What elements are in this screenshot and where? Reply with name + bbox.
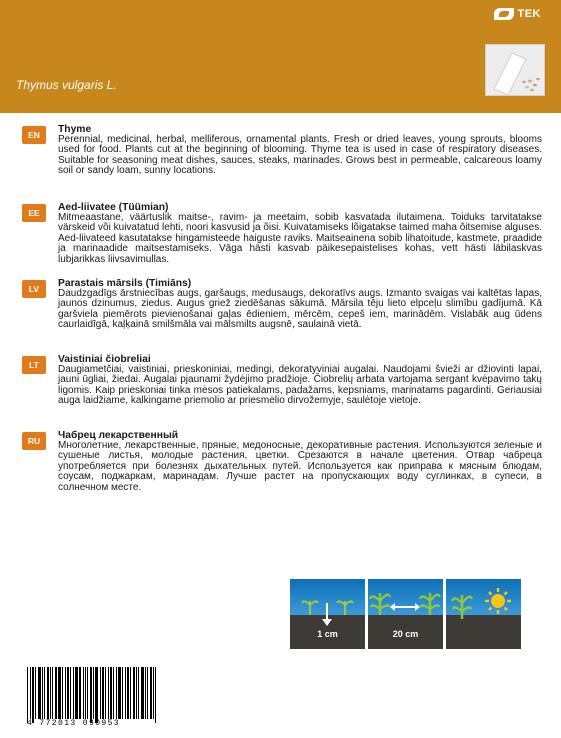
barcode-bar xyxy=(100,667,101,719)
barcode-bar xyxy=(145,667,146,719)
barcode-bar xyxy=(30,667,31,719)
planting-steps xyxy=(290,579,521,649)
section-body-lv: Daudzgadīgs ārstniecības augs, garšaugs, medusaugs, dekoratīvs augs. Izmanto svaigas vai kaltētas lapas, jaunos dzinumus, ziedus. Augus griež ziedēšanas sākumā. Mārsila tēju lieto elpceļu slimību gadījumā. Kā garšviela piemērots pievienošanai gaļas ēdieniem, mērcēm, cepeš iem, marinādēm. Vislabāk aug ūdens caurlaidīgā, kaļķainā smilšmāla vai mālsmilts augsnē, saulainā vietā. xyxy=(58,288,542,331)
barcode-bar xyxy=(75,667,78,719)
barcode-bar xyxy=(83,667,84,719)
barcode-bar xyxy=(136,667,137,719)
section-title-lv: Parastais mārsils (Timiāns) xyxy=(58,278,192,289)
barcode-bar xyxy=(87,667,88,719)
barcode-bar xyxy=(113,667,114,719)
section-body-ru: Многолетние, лекарственные, пряные, медоносные, декоративные растения. Используются зеленые и сушеные листья, молодые растения, цветки. Срезаются в начале цветения. Отвар чабреца употребляется при болезнях дыхательных путей. Используется как приправа к мясным блюдам, соусам, поджаркам, маринадам. Лучше растет на пропускающих воду суглинках, в супеси, в солнечном месте. xyxy=(58,440,542,493)
header-band xyxy=(0,0,561,113)
lang-tag-ru: RU xyxy=(22,432,46,450)
lang-tag-lt: LT xyxy=(22,356,46,374)
leaf-logo-icon xyxy=(494,8,514,20)
barcode xyxy=(27,667,161,729)
barcode-bar xyxy=(70,667,71,719)
sun-growth-icon xyxy=(446,579,521,649)
barcode-bar xyxy=(27,667,28,723)
barcode-bar xyxy=(133,667,135,719)
barcode-bar xyxy=(67,667,69,719)
barcode-bar xyxy=(79,667,81,719)
barcode-bar xyxy=(73,667,74,719)
seed-packet-image-icon xyxy=(486,45,545,96)
step-sowing-depth xyxy=(290,579,365,649)
barcode-bar xyxy=(147,667,148,719)
barcode-bar xyxy=(38,667,41,719)
section-body-lt: Daugiametčiai, vaistiniai, prieskoniniai, medingi, dekoratyviniai augalai. Naudojami švieži ar džiovinti lapai, jauni ūgliai, žiedai. Augalai pjaunami žydėjimo pradžioje. Čiobrelių arbata vartojama sergant kvėpavimo takų ligomis. Kaip prieskoniai tinka mėsos patiekalams, padažams, kepsniams, marinatams pagardinti. Geriausiai auga laidžiame, kalkingame priemolio ar priesmėlio dirvožemyje, saulėtoje vietoje. xyxy=(58,364,542,407)
step-label-depth: 1 cm xyxy=(317,629,338,639)
barcode-bar xyxy=(116,667,117,719)
barcode-bar xyxy=(110,667,112,719)
barcode-bar xyxy=(95,667,98,723)
barcode-bar xyxy=(150,667,152,719)
barcode-bar xyxy=(35,667,36,719)
barcode-bar xyxy=(47,667,49,719)
barcode-bar xyxy=(102,667,104,719)
step-sun-growth xyxy=(446,579,521,649)
lang-tag-en: EN xyxy=(22,126,46,144)
barcode-bar xyxy=(85,667,86,719)
section-title-ee: Aed-liivatee (Tüümian) xyxy=(58,202,169,213)
barcode-bar xyxy=(42,667,43,719)
barcode-bar xyxy=(90,667,92,723)
seed-packet-thumbnail xyxy=(485,44,545,96)
barcode-bar xyxy=(58,667,61,719)
step-plant-spacing xyxy=(368,579,443,649)
lang-tag-lv: LV xyxy=(22,280,46,298)
section-body-en: Perennial, medicinal, herbal, melliferous, ornamental plants. Fresh or dried leaves, young sprouts, blooms used for food. Plants cut at the beginning of blooming. Thyme tea is used in case of respiratory diseases. Suitable for seasoning meat dishes, sauces, steaks, marinades. Grows best in permeable, calcareous loamy soil or sandy loam, sunny locations. xyxy=(58,134,542,177)
brand-name: TEK xyxy=(517,8,541,20)
section-title-en: Thyme xyxy=(58,124,92,135)
barcode-bar xyxy=(55,667,57,719)
lang-tag-ee: EE xyxy=(22,204,46,222)
barcode-bar xyxy=(108,667,109,719)
barcode-bar xyxy=(65,667,66,719)
barcode-number: 4 772013 090953 xyxy=(27,719,121,728)
barcode-bar xyxy=(127,667,129,719)
barcode-bar xyxy=(32,667,34,723)
barcode-bar xyxy=(44,667,45,719)
section-body-ee: Mitmeaastane, väärtuslik maitse-, ravim- ja meetaim, sobib kasvatada ilutaimena. Toiduks tarvitatakse värskeid või kuivatatud lehti, noori kasvusid ja õisi. Kuivatamiseks lõigatakse taimed maha õitsemise alguses. Aed-liivateed kasutatakse hingamisteede haiguste raviks. Maitseainena sobib lihatoitude, kastmete, praadide ja marinaadide maitsestamiseks. Vāga hästi kasvab päikesepaistelises kohas, vett hästi läbilaskvas lubjarikkas liivsavimullas. xyxy=(58,212,542,265)
barcode-bar xyxy=(155,667,156,723)
barcode-bars xyxy=(27,667,161,719)
section-title-lt: Vaistiniai čiobreliai xyxy=(58,354,151,365)
barcode-bar xyxy=(105,667,106,719)
barcode-bar xyxy=(125,667,126,719)
barcode-bar xyxy=(118,667,121,719)
barcode-bar xyxy=(52,667,53,719)
barcode-bar xyxy=(50,667,51,719)
barcode-bar xyxy=(62,667,63,719)
latin-name: Thymus vulgaris L. xyxy=(16,78,117,92)
barcode-bar xyxy=(130,667,131,719)
section-title-ru: Чабрец лекарственный xyxy=(58,430,179,441)
barcode-bar xyxy=(122,667,123,719)
step-label-spacing: 20 cm xyxy=(392,629,419,639)
brand-logo xyxy=(494,8,542,20)
barcode-bar xyxy=(138,667,139,719)
barcode-bar xyxy=(153,667,154,719)
barcode-bar xyxy=(141,667,144,719)
barcode-bar xyxy=(93,667,94,719)
